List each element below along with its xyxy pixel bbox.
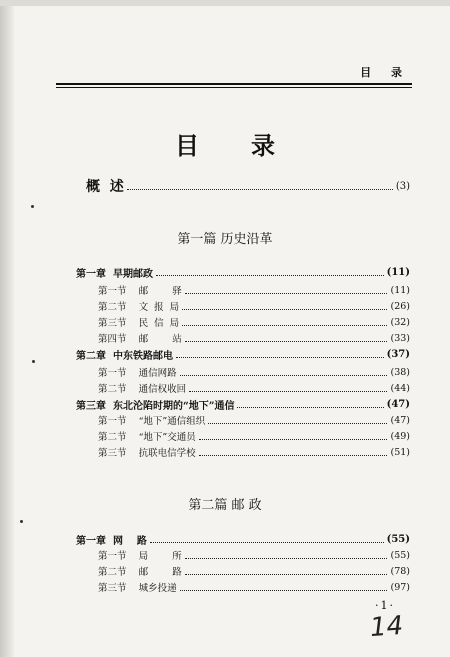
scan-speck xyxy=(32,360,35,363)
toc-label: 第一章 早期邮政 xyxy=(76,268,153,280)
toc-page: (55) xyxy=(390,549,410,561)
toc-page: (3) xyxy=(395,180,410,192)
toc-page: (51) xyxy=(390,446,410,458)
page-number: ·1· xyxy=(375,599,395,612)
toc-section[interactable] xyxy=(98,314,410,330)
dot-leader xyxy=(150,542,384,543)
toc-chapter[interactable] xyxy=(76,396,410,412)
toc-section[interactable] xyxy=(98,444,410,460)
dot-leader xyxy=(199,439,388,440)
scan-edge-shadow xyxy=(0,0,14,657)
toc-label: 第三节 抗联电信学校 xyxy=(98,448,196,459)
toc-section[interactable] xyxy=(98,579,410,595)
toc-section[interactable] xyxy=(98,563,410,579)
running-header: 目 录 xyxy=(360,66,410,79)
toc-page: (49) xyxy=(390,430,410,442)
dot-leader xyxy=(185,574,388,575)
dot-leader xyxy=(156,275,384,276)
toc-section[interactable] xyxy=(98,330,410,346)
dot-leader xyxy=(182,309,387,310)
toc-chapter[interactable] xyxy=(76,264,410,280)
toc-entry-overview[interactable] xyxy=(86,176,410,196)
toc-page: (26) xyxy=(390,300,410,312)
part-title: 第一篇 历史沿革 xyxy=(177,232,273,247)
toc-label: 第二节 “地下”交通员 xyxy=(98,432,196,443)
dot-leader xyxy=(127,189,393,190)
toc-label: 第一节 “地下”通信组织 xyxy=(98,416,206,427)
toc-page: (44) xyxy=(390,382,410,394)
toc-label: 第一章 网 路 xyxy=(76,535,147,547)
toc-section[interactable] xyxy=(98,364,410,380)
toc-section[interactable] xyxy=(98,298,410,314)
dot-leader xyxy=(237,407,383,408)
toc-section[interactable] xyxy=(98,380,410,396)
page-title: 目录 xyxy=(175,131,327,160)
toc-page: (55) xyxy=(386,533,410,545)
dot-leader xyxy=(185,341,388,342)
toc-chapter[interactable] xyxy=(76,346,410,362)
toc-label: 第二节 通信权收回 xyxy=(98,384,187,395)
toc-page: (11) xyxy=(386,266,410,278)
toc-section[interactable] xyxy=(98,412,410,428)
toc-page: (37) xyxy=(386,348,410,360)
dot-leader xyxy=(180,590,388,591)
toc-page: (32) xyxy=(390,316,410,328)
toc-label: 第一节 通信网路 xyxy=(98,368,177,379)
toc-label: 第三章 东北沦陷时期的“地下”通信 xyxy=(76,400,235,412)
dot-leader xyxy=(180,375,388,376)
scan-speck xyxy=(20,520,23,523)
toc-label: 第一节 邮 驿 xyxy=(98,286,182,297)
toc-page: (33) xyxy=(390,332,410,344)
toc-section[interactable] xyxy=(98,282,410,298)
dot-leader xyxy=(185,293,388,294)
toc-label: 第二节 邮 路 xyxy=(98,567,182,578)
scan-top-edge xyxy=(0,0,450,6)
toc-label: 第三节 民 信 局 xyxy=(98,318,180,329)
toc-section[interactable] xyxy=(98,547,410,563)
scan-speck xyxy=(31,205,34,208)
dot-leader xyxy=(208,423,387,424)
toc-page: (38) xyxy=(390,366,410,378)
toc-page: (47) xyxy=(386,398,410,410)
toc-label: 第二章 中东铁路邮电 xyxy=(76,350,173,362)
dot-leader xyxy=(176,357,384,358)
handwritten-number: 14 xyxy=(368,610,405,644)
toc-label: 第四节 邮 站 xyxy=(98,334,182,345)
toc-label: 第二节 文 报 局 xyxy=(98,302,180,313)
dot-leader xyxy=(185,558,388,559)
toc-section[interactable] xyxy=(98,428,410,444)
dot-leader xyxy=(182,325,387,326)
toc-page: (47) xyxy=(390,414,410,426)
toc-label: 概 述 xyxy=(86,179,124,195)
toc-page: (97) xyxy=(390,581,410,593)
dot-leader xyxy=(189,391,387,392)
toc-page: (11) xyxy=(390,284,410,296)
toc-chapter[interactable] xyxy=(76,531,410,547)
header-rule xyxy=(56,83,412,85)
toc-page: (78) xyxy=(390,565,410,577)
toc-label: 第一节 局 所 xyxy=(98,551,182,562)
header-rule-thin xyxy=(56,87,412,88)
dot-leader xyxy=(199,455,388,456)
part-title: 第二篇 邮 政 xyxy=(188,498,262,513)
toc-label: 第三节 城乡投递 xyxy=(98,583,177,594)
